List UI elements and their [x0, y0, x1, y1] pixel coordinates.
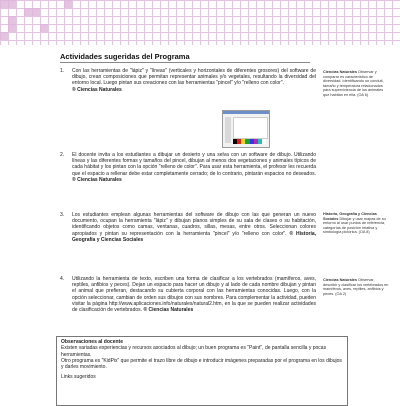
side-note-heading: Ciencias Naturales	[323, 278, 357, 282]
activity-text: Con las herramientas de "lápiz" y "líneas" (verticales y horizontales de diferentes grosores) del software de dibujo, crean composiciones que permitan representar animales y/o vegetales, resultando la diversidad del entorno local. Luego pintan sus creaciones con las herramientas "pincel" y/o "relleno con color".	[72, 68, 316, 87]
suggested-links-label: Links sugeridos	[61, 374, 96, 381]
activity-number: 3.	[60, 212, 65, 218]
grid-block	[24, 8, 40, 16]
side-note-text: Observar, describir y clasificar los vertebrados en mamíferos, aves, reptiles, anfibios y peces. (OA 2)	[323, 278, 389, 296]
side-note	[323, 70, 389, 98]
activity-subject-tag: ® Ciencias Naturales	[72, 176, 122, 183]
activity-subject-tag: ® Historia, Geografía y Ciencias Sociales	[72, 230, 317, 243]
teacher-observations-box	[56, 336, 348, 406]
side-note-text: Observar y comparar es característico de diversidad. Identificando un conduit, tamaño y temperatura relacionados para superviviencia de los animales que habitan en ella. (OA 6)	[323, 70, 384, 97]
side-note	[323, 278, 389, 296]
paint-software-illustration	[222, 110, 270, 148]
window-titlebar	[223, 111, 269, 114]
activity-number: 4.	[60, 276, 65, 282]
activity-item	[60, 68, 316, 93]
decorative-grid-header	[0, 0, 400, 45]
activity-item	[60, 212, 316, 243]
activity-item	[60, 276, 316, 313]
observations-title: Observaciones al docente	[61, 339, 123, 345]
color-palette	[233, 139, 266, 144]
activity-number: 1.	[60, 68, 65, 74]
activity-number: 2.	[60, 152, 65, 158]
side-note-heading: Historia, Geografía y Ciencias Sociales	[323, 212, 377, 221]
side-note-heading: Ciencias Naturales	[323, 70, 357, 74]
toolbox	[225, 117, 231, 143]
activity-subject-tag: ® Ciencias Naturales	[143, 307, 194, 314]
side-note-text: Dibujar y usar mapas de su entorno al usar puntos de referencia, categorías de posición relativa y simbología pictórica. (OA 8)	[323, 216, 386, 235]
activity-text: Utilizando la herramienta de texto, escriben una forma de clasificar a los vertebrados (mamíferos, aves, reptiles, anfibios y peces). Dejan un espacio para hacer un dibujo y al lado de cada nombre dibujan y pintan el animal que prefieran, destacando su cubierta corporal con las herramientas conocidas. Luego, con la opción seleccionar, cambian de orden sus dibujos con sus nombres. Para complementar la actividad, pueden visitar la página http://www.aplicaciones.info/naturales/natural2.htm, en la que se pueden realizar actividades de clasificación de vertebrados.	[72, 276, 316, 314]
drawing-canvas	[233, 117, 268, 139]
activity-item	[60, 152, 316, 183]
observations-paragraph: Otro programa es "KidPix" que permite el trazo libre de dibujo e introducir imágenes preparadas por el programa en los dibujos y darles movimiento.	[61, 357, 342, 371]
side-note	[323, 212, 389, 235]
grid-block	[8, 16, 16, 32]
observations-paragraph: Existen variadas experiencias y recursos asociados al dibujo; un buen programa es "Paint", de pantalla sencilla y pocas herramientas.	[61, 345, 327, 358]
grid-block	[64, 0, 72, 8]
grid-block	[0, 0, 16, 8]
grid-block	[0, 32, 8, 40]
section-title: Actividades sugeridas del Programa	[60, 52, 310, 63]
activity-subject-tag: ® Ciencias Naturales	[72, 86, 122, 93]
activity-text: El docente invita a los estudiantes a dibujar un desierto y una selva con un software de dibujo. Utilizando líneas y las diferentes formas y tamaños del pincel, dibujan al menos dos vegetaciones y animales típicos de cada hábitat y los pintan con la opción "relleno de color". Para usar esta herramienta, el profesor les recuerda que el espacio a rellenar debe estar completamente cerrado; de lo contrario, pintarán espacios no deseados.	[72, 152, 316, 177]
activity-text: Los estudiantes emplean algunas herramientas del software de dibujo con las que generan un nuevo documento, ocupan la herramienta "lápiz" y dibujan planos simples de su sala de clases o su habitación, identificando objetos como camas, ventanas, cuadros, sillas, mesas, entre otros. Seleccionan colores apropiados y pintan su representación con la herramienta "pincel" y/o "relleno con color".	[72, 212, 316, 237]
grid-block	[40, 24, 48, 32]
